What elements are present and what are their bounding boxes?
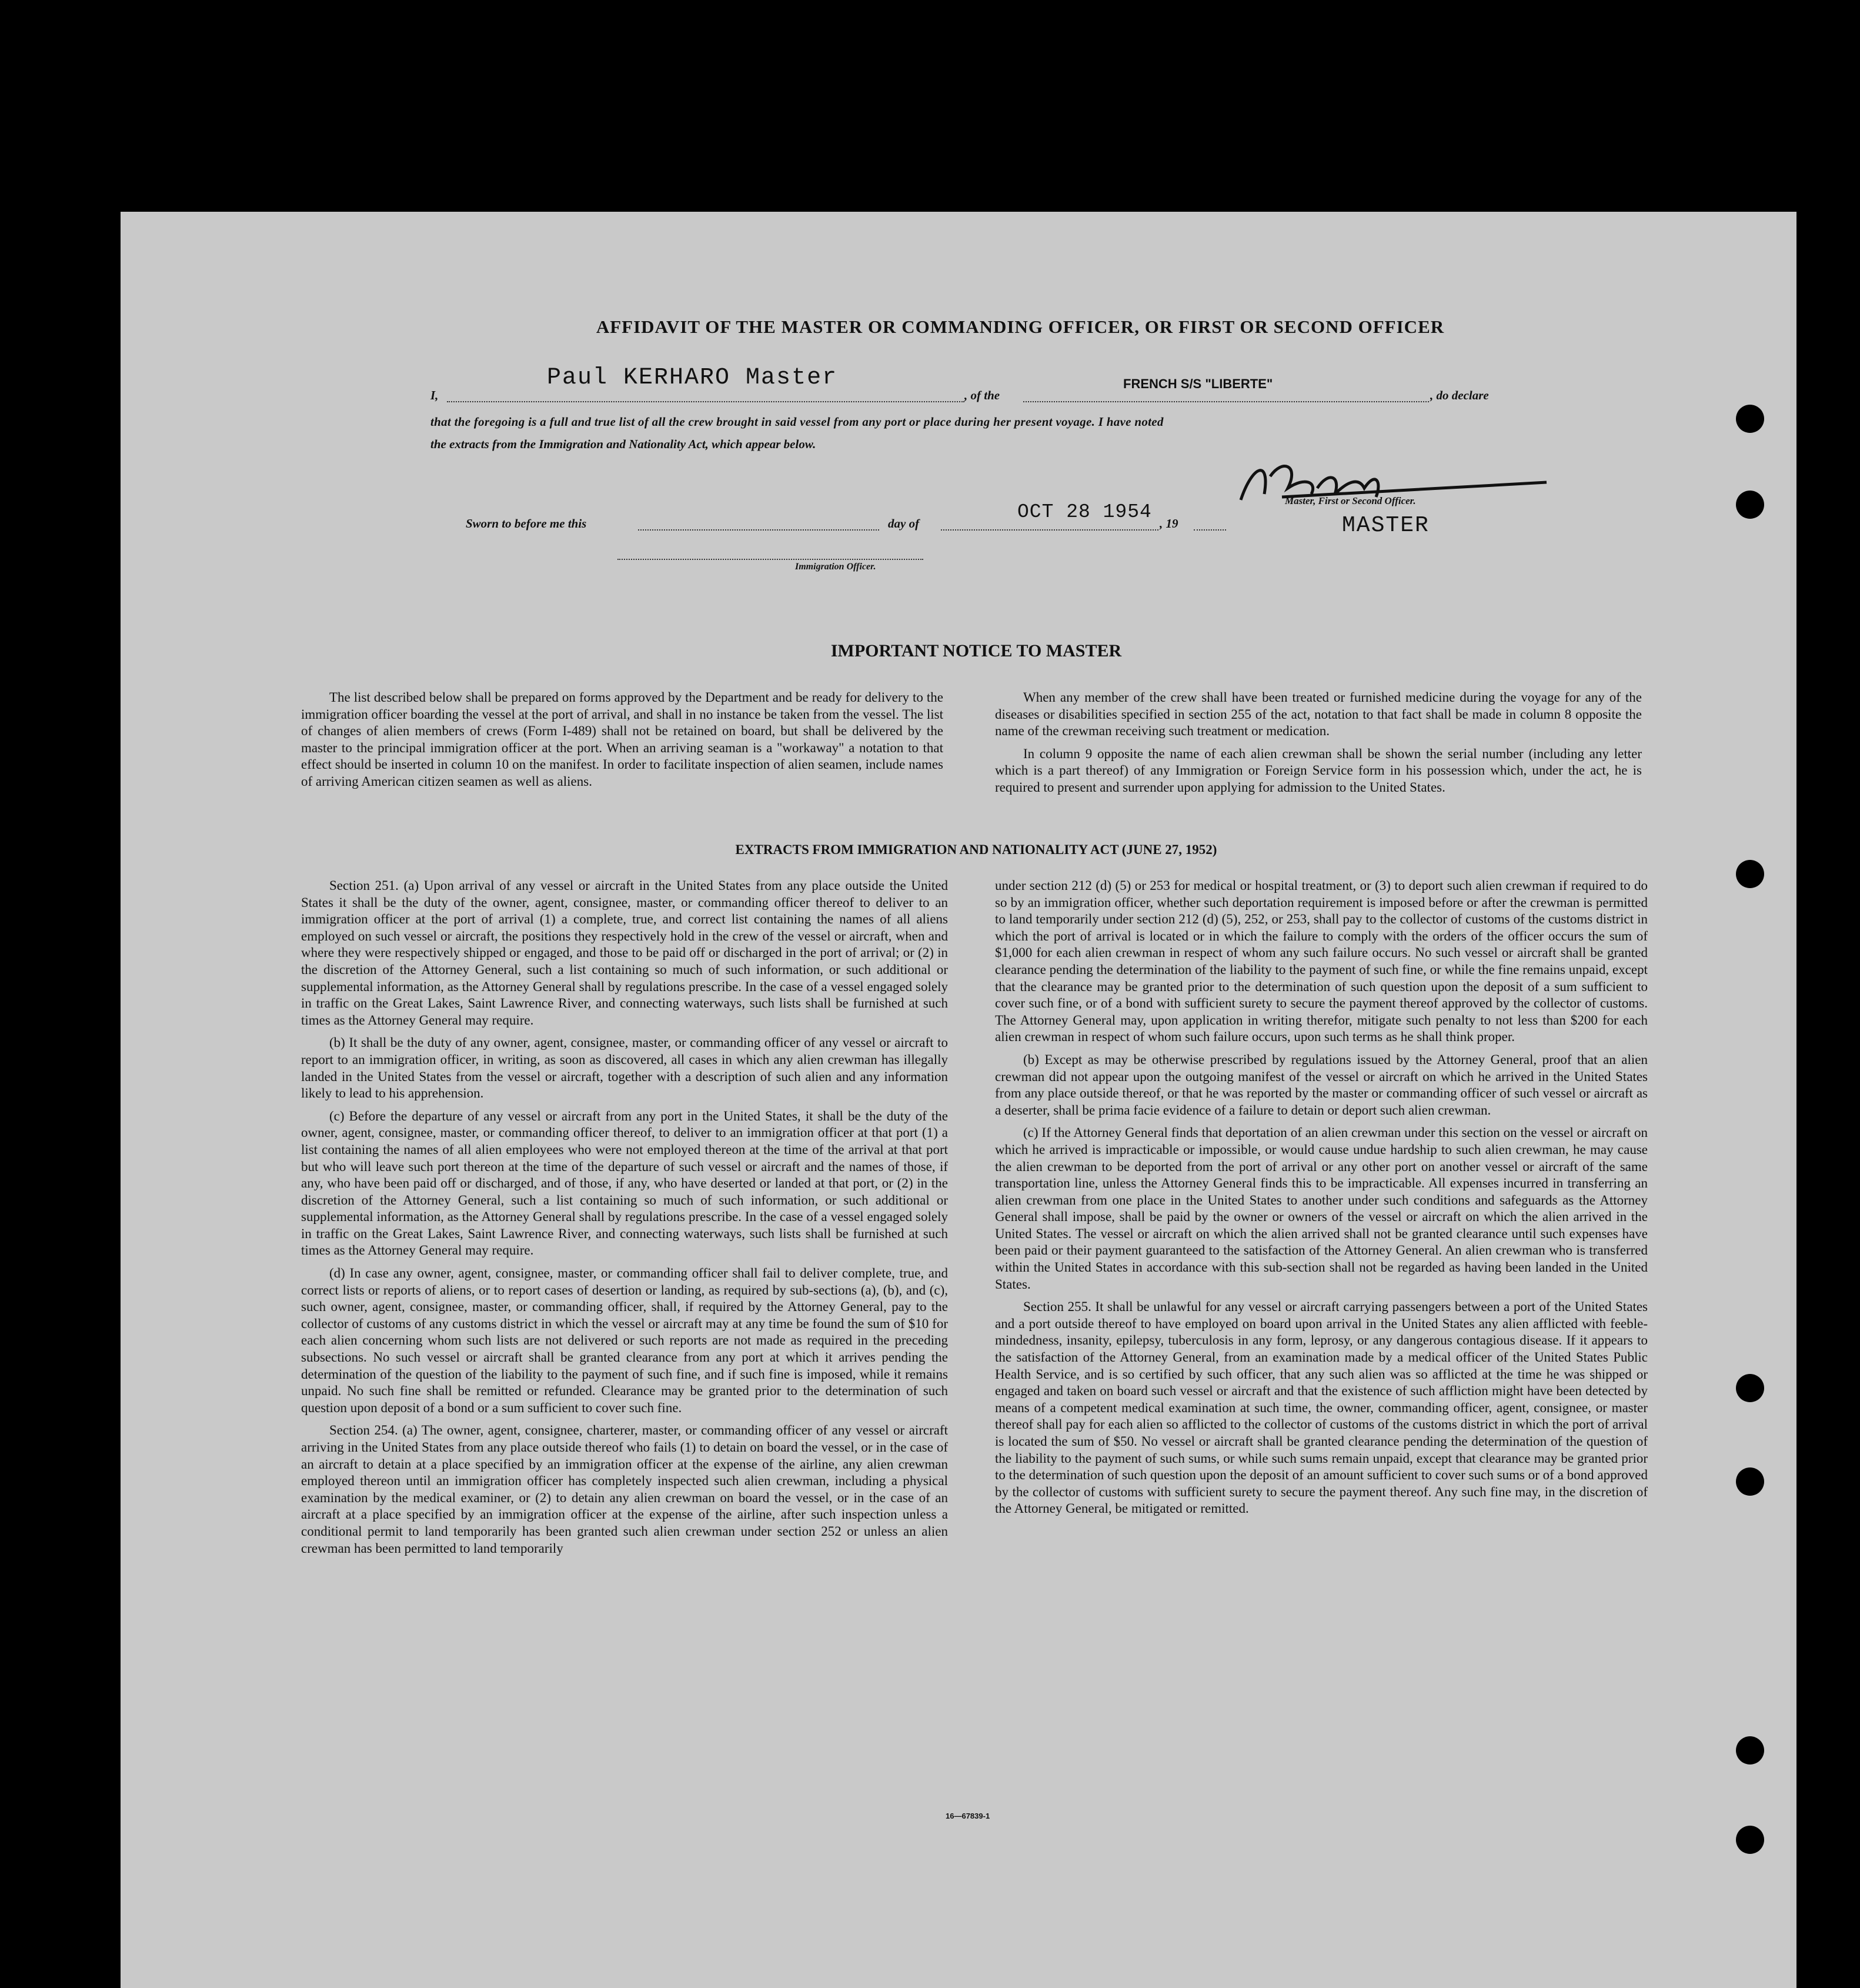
notice-left-column <box>301 689 943 796</box>
extract-paragraph: (b) It shall be the duty of any owner, agent, consignee, master, or commanding officer of any vessel or aircraft to report to an immigration officer, in writing, as soon as discovered, all cases in which any alien crewman has illegally landed in the United States from the vessel or aircraft, together with a description of such alien and any information likely to lead to his apprehension. <box>301 1035 948 1101</box>
punch-hole <box>1736 1826 1764 1854</box>
declaration-prefix: I, <box>430 388 439 402</box>
form-number: 16—67839-1 <box>946 1812 990 1820</box>
immigration-officer-caption: Immigration Officer. <box>795 562 876 572</box>
year-label: , 19 <box>1160 516 1178 531</box>
day-of-label: day of <box>888 516 920 531</box>
notice-right-column <box>995 689 1642 802</box>
notice-paragraph: The list described below shall be prepared on forms approved by the Department and be ready for delivery to the immigration officer boarding the vessel at the port of arrival, and shall in no instance be taken from the vessel. The list of changes of alien members of crews (Form I-489) shall not be retained on board, but shall be delivered by the master to the principal immigration officer at the port. When an arriving seaman is a "workaway" a notation to that effect should be inserted in column 10 on the manifest. In order to facilitate inspection of alien seamen, include names of arriving American citizen seamen as well as aliens. <box>301 690 943 789</box>
master-stamp: MASTER <box>1342 513 1430 538</box>
immigration-officer-line <box>617 547 923 560</box>
extract-paragraph: Section 254. (a) The owner, agent, consignee, charterer, master, or commanding officer of any vessel or aircraft arriving in the United States from any place outside thereof who fails (1) to detain on board the vessel, or in the case of an aircraft to detain at a place specified by an immigration officer at the expense of the airline, any alien crewman employed thereon until an immigration officer has completely inspected such alien crewman, including a physical examination by the medical examiner, or (2) to detain any alien crewman on board the vessel, or in the case of an aircraft at a place specified by an immigration officer at the expense of the airline, after such inspection unless a conditional permit to land temporarily has been granted such alien crewman under section 252 or unless an alien crewman has been permitted to land temporarily <box>301 1423 948 1556</box>
extracts-title: EXTRACTS FROM IMMIGRATION AND NATIONALITY ACT (JUNE 27, 1952) <box>735 842 1217 857</box>
declaration-line-3: the extracts from the Immigration and Nationality Act, which appear below. <box>430 437 816 451</box>
declaration-of: , of the <box>964 388 1000 402</box>
punch-hole <box>1736 1374 1764 1402</box>
sworn-label: Sworn to before me this <box>466 516 587 531</box>
extract-paragraph: under section 212 (d) (5) or 253 for medical or hospital treatment, or (3) to deport such alien crewman if required to do so by an immigration officer, whether such deportation requirement is imposed before or after the crewman is permitted to land temporarily under section 212 (d) (5), 252, or 253, shall pay to the collector of customs of the customs district in which the port of arrival is located or in which the failure to comply with the orders of the officer occurs the sum of $1,000 for each alien crewman in respect of whom any such failure occurs. No such vessel or aircraft shall be granted clearance pending the determination of the liability to the payment of such fine, or while the fine remains unpaid, except that the clearance may be granted prior to the determination of such question upon the deposit of a sum sufficient to cover such fine, or of a bond with sufficient surety to secure the payment thereof approved by the collector of customs. The Attorney General may, upon application in writing therefor, mitigate such penalty to not less than $200 for each alien crewman in respect of whom such failure occurs, upon such terms as he shall think proper. <box>995 878 1648 1045</box>
extract-paragraph: (d) In case any owner, agent, consignee, master, or commanding officer shall fail to deliver complete, true, and correct lists or reports of aliens, or to report cases of desertion or landing, as required by sub-sections (a), (b), and (c), such owner, agent, consignee, master, or commanding officer, shall, if required by the Attorney General, pay to the collector of customs of any customs district in which the vessel or aircraft may at any time be found the sum of $10 for each alien concerning whom such lists are not delivered or such reports are not made as required in the preceding subsections. No such vessel or aircraft shall be granted clearance from any port at which it arrives pending the determination of the question of the liability to the payment of such fine, and if such fine is imposed, while it remains unpaid. No such fine shall be remitted or refunded. Clearance may be granted prior to the determination of such question upon deposit of a bond or a sum sufficient to cover such fine. <box>301 1266 948 1415</box>
master-name: Paul KERHARO Master <box>547 365 838 391</box>
punch-hole <box>1736 1467 1764 1496</box>
notice-title: IMPORTANT NOTICE TO MASTER <box>830 641 1122 661</box>
year-line <box>1194 513 1226 531</box>
handwritten-signature <box>1229 453 1558 518</box>
punch-hole <box>1736 405 1764 433</box>
extract-paragraph: (c) If the Attorney General finds that deportation of an alien crewman under this section on the vessel or aircraft on which he arrived is impracticable or impossible, or would cause undue hardship to such alien crewman, he may cause the alien crewman to be deported from the port of arrival or any other port on another vessel or aircraft of the same transportation line, unless the Attorney General finds this to be impracticable. All expenses incurred in transferring an alien crewman from one place in the United States to another under such conditions and safeguards as the Attorney General shall impose, shall be paid by the owner or owners of the vessel or aircraft on which the alien arrived in the United States. The vessel or aircraft on which the alien arrived shall not be granted clearance until such expenses have been paid or their payment guaranteed to the satisfaction of the Attorney General. An alien crewman who is transferred within the United States in accordance with this sub-section shall not be regarded as having been landed in the United States. <box>995 1125 1648 1292</box>
date-stamp: OCT 28 1954 <box>1017 501 1152 523</box>
extract-paragraph: (b) Except as may be otherwise prescribed by regulations issued by the Attorney General, proof that an alien crewman did not appear upon the outgoing manifest of the vessel or aircraft on which he arrived in the United States from any place outside thereof, or that he was reported by the master or commanding officer of such vessel or aircraft as a deserter, shall be prima facie evidence of a failure to detain or deport such alien crewman. <box>995 1052 1648 1118</box>
sworn-day-line <box>638 513 879 531</box>
notice-paragraph: In column 9 opposite the name of each alien crewman shall be shown the serial number (including any letter which is a part thereof) of any Immigration or Foreign Service form in his possession which, under the act, he is required to present and surrender upon applying for admission to the United States. <box>995 746 1642 795</box>
extract-paragraph: Section 255. It shall be unlawful for any vessel or aircraft carrying passengers between a port of the United States and a port outside thereof to have employed on board upon arrival in the United States any alien afflicted with feeble-mindedness, insanity, epilepsy, tuberculosis in any form, leprosy, or any dangerous contagious disease. If it appears to the satisfaction of the Attorney General, from an examination made by a medical officer of the United States Public Health Service, and is so certified by such officer, that any such alien was so afflicted at the time he was shipped or engaged and taken on board such vessel or aircraft and that the existence of such affliction might have been detected by means of a competent medical examination at such time, the owner, commanding officer, agent, consignee, or master thereof shall pay for each alien so afflicted to the collector of customs of the customs district in which the port of arrival is located the sum of $50. No vessel or aircraft shall be granted clearance pending the determination of the question of the liability to the payment of such sums, or while such sums remain unpaid, except that clearance may be granted prior to the determination of such question upon the deposit of an amount sufficient to cover such sums or of a bond approved by the collector of customs with sufficient surety to secure the payment thereof. Any such fine may, in the discretion of the Attorney General, be mitigated or remitted. <box>995 1299 1648 1516</box>
affidavit-title: AFFIDAVIT OF THE MASTER OR COMMANDING OFFICER, OR FIRST OR SECOND OFFICER <box>596 316 1445 337</box>
vessel-name: FRENCH S/S "LIBERTE" <box>1123 376 1273 391</box>
extract-paragraph: (c) Before the departure of any vessel or aircraft from any port in the United States, it shall be the duty of the owner, agent, consignee, master, or commanding officer thereof, to deliver to an immigration officer at that port (1) a list containing the names of all alien employees who were not employed thereon at the time of the arrival at that port but who will leave such port thereon at the time of the departure of such vessel or aircraft and the names of those, if any, who have been paid off or discharged, and of those, if any, who have deserted or landed at that port, or (2) in the discretion of the Attorney General, such a list containing so much of such information, or such additional or supplemental information, as the Attorney General shall by regulations prescribe. In the case of a vessel engaged solely in traffic on the Great Lakes, Saint Lawrence River, and connecting waterways, such lists shall be furnished at such times as the Attorney General may require. <box>301 1108 948 1258</box>
punch-hole <box>1736 860 1764 888</box>
punch-hole <box>1736 491 1764 519</box>
declaration-line-2: that the foregoing is a full and true list of all the crew brought in said vessel from any port or place during her present voyage. I have noted <box>430 415 1164 429</box>
punch-hole <box>1736 1736 1764 1764</box>
declaration-declare: , do declare <box>1430 388 1489 402</box>
extracts-right-column <box>995 878 1648 1523</box>
extracts-left-column <box>301 878 948 1563</box>
officer-caption: Master, First or Second Officer. <box>1285 495 1416 506</box>
notice-paragraph: When any member of the crew shall have been treated or furnished medicine during the voyage for any of the diseases or disabilities specified in section 255 of the act, notation to that fact shall be made in column 8 opposite the name of the crewman receiving such treatment or medication. <box>995 690 1642 739</box>
extract-paragraph: Section 251. (a) Upon arrival of any vessel or aircraft in the United States from any place outside the United States it shall be the duty of the owner, agent, consignee, master, or commanding officer thereof to deliver to an immigration officer at the port of arrival (1) a complete, true, and correct list containing the names of all aliens employed on such vessel or aircraft, the positions they respectively hold in the crew of the vessel or aircraft, when and where they were respectively shipped or engaged, and those to be paid off or discharged in the port of arrival; or (2) in the discretion of the Attorney General, such a list containing so much of such information, or such additional or supplemental information, as the Attorney General shall by regulations prescribe. In the case of a vessel engaged solely in traffic on the Great Lakes, Saint Lawrence River, and connecting waterways, such lists shall be furnished at such times as the Attorney General may require. <box>301 878 948 1028</box>
